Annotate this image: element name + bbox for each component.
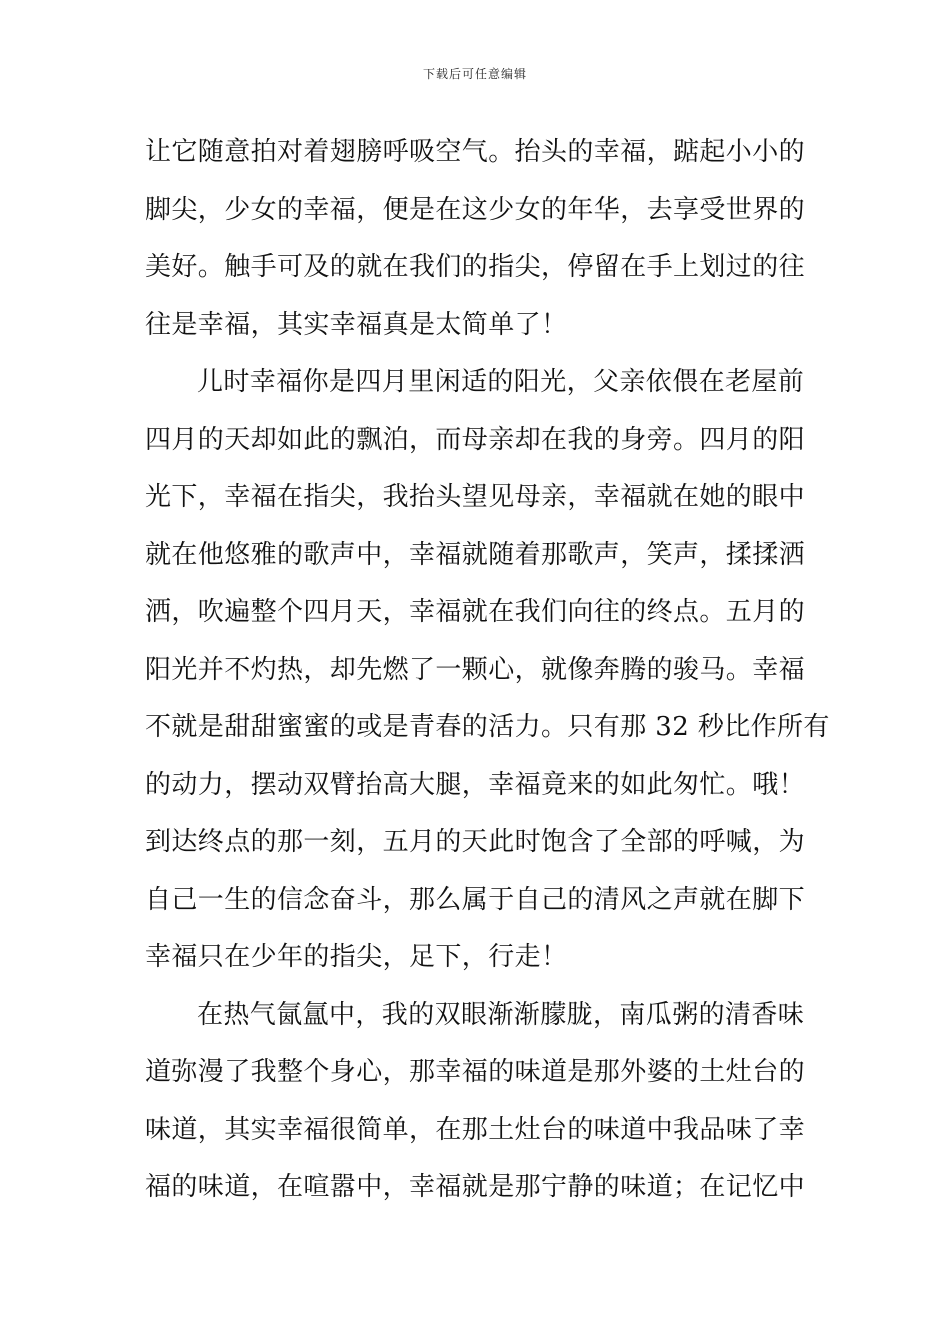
paragraph-2 [145,358,830,991]
text-line: 光下，幸福在指尖，我抬头望见母亲，幸福就在她的眼中 [145,482,806,512]
text-line-indented: 在热气氤氲中，我的双眼渐渐朦胧，南瓜粥的清香味 [197,999,805,1030]
text-line: 自己一生的信念奋斗，那么属于自己的清风之声就在脚下 [145,884,806,915]
text-line: 往是幸福，其实幸福真是太简单了！ [145,309,568,340]
text-line: 福的味道，在喧嚣中，幸福就是那宁静的味道；在记忆中 [145,1172,806,1202]
text-line: 四月的天却如此的飘泊，而母亲却在我的身旁。四月的阳 [145,424,806,455]
text-line: 道弥漫了我整个身心，那幸福的味道是那外婆的土灶台的 [145,1057,806,1087]
text-line: 脚尖，少女的幸福，便是在这少女的年华，去享受世界的 [145,194,806,225]
paragraph-3 [145,991,817,1221]
document-body [145,128,830,1221]
text-line: 味道，其实幸福很简单，在那土灶台的味道中我品味了幸 [145,1114,806,1145]
text-line: 美好。触手可及的就在我们的指尖，停留在手上划过的往 [145,252,806,282]
text-line: 的动力，摆动双臂抬高大腿，幸福竟来的如此匆忙。哦！ [145,769,806,800]
text-line: 幸福只在少年的指尖，足下，行走！ [145,942,568,972]
text-line-indented: 儿时幸福你是四月里闲适的阳光，父亲依偎在老屋前 [197,367,805,397]
page-header-note: 下载后可任意编辑 [422,67,527,81]
text-line: 洒，吹遍整个四月天，幸福就在我们向往的终点。五月的 [145,597,806,627]
paragraph-1 [145,128,817,358]
text-line: 不就是甜甜蜜蜜的或是青春的活力。只有那 32 秒比作所有 [145,712,830,742]
text-line: 让它随意拍对着翅膀呼吸空气。抬头的幸福，踮起小小的 [145,137,806,167]
text-line: 到达终点的那一刻，五月的天此时饱含了全部的呼喊，为 [145,827,806,857]
text-line: 阳光并不灼热，却先燃了一颗心，就像奔腾的骏马。幸福 [145,654,806,685]
text-line: 就在他悠雅的歌声中，幸福就随着那歌声，笑声，揉揉洒 [145,539,806,570]
